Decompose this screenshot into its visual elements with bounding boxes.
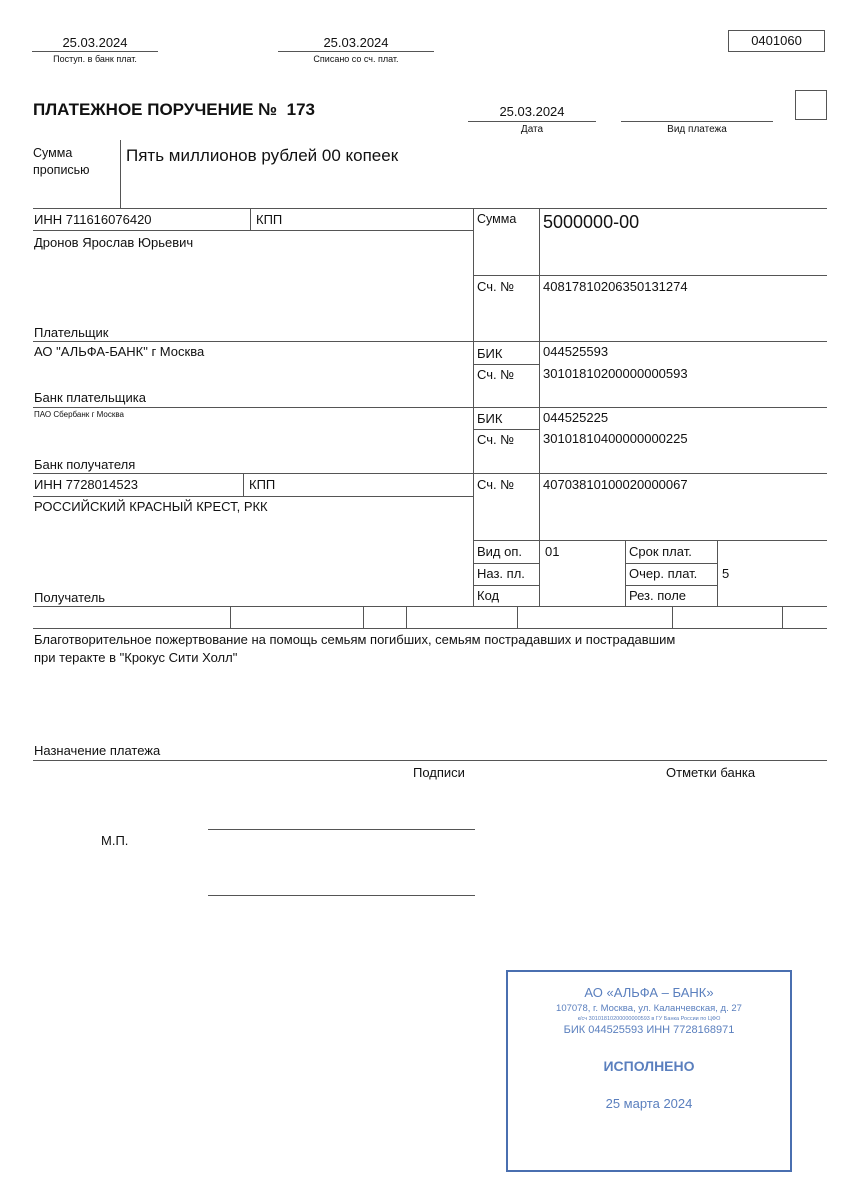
grid-line (625, 563, 717, 564)
amount-words-label-2: прописью (33, 163, 90, 177)
payer-inn: ИНН 711616076420 (34, 212, 152, 227)
stamp-corr-account: к/сч 30101810200000000593 в ГУ Банка России по ЦФО (577, 1016, 721, 1022)
priority-value: 5 (722, 566, 730, 581)
op-type: 01 (545, 544, 560, 559)
order-date-line (468, 121, 596, 122)
debited-date-label: Списано со сч. плат. (313, 54, 399, 64)
bank-marks-label: Отметки банка (666, 765, 756, 780)
payee-kpp-label: КПП (249, 477, 276, 492)
grid-line (782, 606, 783, 628)
payer-bank-bik: 044525593 (543, 344, 609, 359)
grid-line (33, 341, 827, 342)
amount-label: Сумма (477, 212, 517, 226)
grid-line (33, 208, 827, 209)
grid-line (517, 606, 518, 628)
received-date-label: Поступ. в банк плат. (53, 54, 137, 64)
payer-account: 40817810206350131274 (543, 279, 688, 294)
payer-bank-account: 30101810200000000593 (543, 366, 688, 381)
grid-line (473, 364, 539, 365)
payer-bank-label: Банк плательщика (34, 390, 146, 405)
payee-bank-account-label: Сч. № (477, 432, 515, 447)
payee-inn: ИНН 7728014523 (34, 477, 139, 492)
grid-line (473, 563, 539, 564)
payer-account-label: Сч. № (477, 279, 515, 294)
order-title-text: ПЛАТЕЖНОЕ ПОРУЧЕНИЕ № (33, 100, 278, 119)
amount-words-value: Пять миллионов рублей 00 копеек (126, 146, 399, 165)
form-code-box (728, 30, 825, 52)
purpose-line-1: Благотворительное пожертвование на помощь семьям погибших, семьям пострадавших и пострадавшим (34, 632, 676, 647)
grid-line (33, 230, 473, 231)
payment-type-line (621, 121, 773, 122)
grid-line (250, 208, 251, 230)
payer-bank-account-label: Сч. № (477, 367, 515, 382)
grid-line (33, 606, 827, 607)
stamp-status: ИСПОЛНЕНО (603, 1058, 695, 1074)
order-date-label: Дата (520, 124, 544, 135)
grid-line (33, 628, 827, 629)
term-label: Срок плат. (629, 544, 692, 559)
grid-line (625, 585, 717, 586)
payee-bank-name: ПАО Сбербанк г Москва (34, 410, 124, 419)
stamp-bik-inn: БИК 044525593 ИНН 7728168971 (563, 1024, 735, 1036)
order-title (33, 101, 315, 120)
order-number: 173 (286, 100, 315, 119)
stamp-address: 107078, г. Москва, ул. Каланчевская, д. 27 (556, 1003, 742, 1014)
mp-label: М.П. (101, 833, 129, 848)
received-date: 25.03.2024 (62, 35, 128, 50)
payee-bank-label: Банк получателя (34, 457, 136, 472)
signatures-label: Подписи (413, 765, 465, 780)
payee-account: 40703810100020000067 (543, 477, 688, 492)
payer-bank-bik-label: БИК (477, 346, 503, 361)
grid-line (717, 540, 718, 606)
grid-line (33, 496, 473, 497)
debited-date-line (278, 51, 434, 52)
amount-words-label-1: Сумма (33, 146, 73, 160)
grid-line (406, 606, 407, 628)
code-label: Код (477, 588, 500, 603)
grid-line (473, 429, 539, 430)
grid-line (473, 275, 827, 276)
payee-bank-account: 30101810400000000225 (543, 431, 688, 446)
reserve-label: Рез. поле (629, 588, 687, 603)
stamp-date: 25 марта 2024 (605, 1096, 693, 1111)
signature-line-2 (208, 895, 475, 896)
grid-line (363, 606, 364, 628)
purpose-label: Назначение платежа (34, 743, 161, 758)
payer-label: Плательщик (34, 325, 109, 340)
order-date: 25.03.2024 (499, 104, 565, 119)
purpose-line-2: при теракте в "Крокус Сити Холл" (34, 650, 238, 665)
payee-account-label: Сч. № (477, 477, 515, 492)
grid-line (473, 540, 827, 541)
grid-line (33, 473, 827, 474)
grid-line (625, 540, 626, 606)
payee-label: Получатель (34, 590, 106, 605)
amount-words-divider (120, 140, 121, 208)
purpose-code-label: Наз. пл. (477, 566, 525, 581)
payee-bank-bik-label: БИК (477, 411, 503, 426)
grid-line (243, 473, 244, 496)
grid-line (230, 606, 231, 628)
form-code: 0401060 (751, 33, 802, 48)
payment-type-box (795, 90, 827, 120)
received-date-line (32, 51, 158, 52)
payer-bank-name: АО "АЛЬФА-БАНК" г Москва (34, 344, 205, 359)
debited-date: 25.03.2024 (323, 35, 389, 50)
payer-kpp-label: КПП (256, 212, 283, 227)
priority-label: Очер. плат. (629, 566, 698, 581)
purpose-bottom-line (33, 760, 827, 761)
amount-value: 5000000-00 (543, 212, 640, 232)
stamp-bank: АО «АЛЬФА – БАНК» (584, 985, 714, 1000)
payee-bank-bik: 044525225 (543, 410, 609, 425)
bank-stamp (506, 970, 792, 1172)
payer-name: Дронов Ярослав Юрьевич (34, 235, 194, 250)
grid-line (473, 585, 539, 586)
grid-line (33, 407, 827, 408)
grid-line (672, 606, 673, 628)
op-type-label: Вид оп. (477, 544, 523, 559)
payment-type-label: Вид платежа (667, 124, 727, 135)
signature-line-1 (208, 829, 475, 830)
payee-name: РОССИЙСКИЙ КРАСНЫЙ КРЕСТ, РКК (34, 499, 268, 514)
